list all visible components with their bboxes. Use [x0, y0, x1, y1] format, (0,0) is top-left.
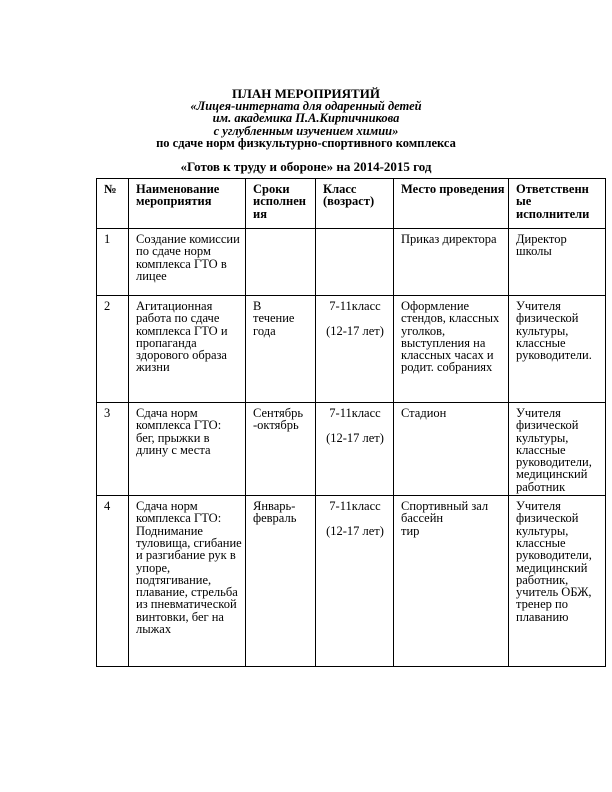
event-name: Сдача норм комплекса ГТО: Поднимание туловища, сгибание и разгибание рук в упоре, подтягивание, плавание, стрельба из пневматической винтовки, бег на лыжах [129, 496, 246, 667]
event-place: Спортивный зал бассейн тир [394, 496, 509, 667]
event-place: Оформление стендов, классных уголков, выступления на классных часах и родит. собраниях [394, 296, 509, 403]
event-name: Сдача норм комплекса ГТО: бег, прыжки в длину с места [129, 403, 246, 496]
event-responsible: Директор школы [509, 229, 606, 296]
table-header-row [97, 179, 606, 229]
row-number: 2 [97, 296, 129, 403]
event-term [246, 229, 316, 296]
row-number: 3 [97, 403, 129, 496]
title-line-norms: по сдаче норм физкультурно-спортивного комплекса [156, 135, 456, 150]
header-term: Сроки исполнен ия [246, 179, 316, 229]
event-class-cell [316, 229, 394, 296]
event-term: В течение года [246, 296, 316, 403]
event-responsible: Учителя физической культуры, классные руководители, медицинский работник [509, 403, 606, 496]
title-line-chemistry: с углубленным изучением химии» [213, 123, 399, 138]
event-place: Стадион [394, 403, 509, 496]
document-title [96, 88, 516, 173]
events-plan-table [96, 178, 606, 667]
event-class-cell [316, 403, 394, 496]
event-class: 7-11класс [329, 499, 381, 514]
event-term: Январь-февраль [246, 496, 316, 667]
event-term: Сентябрь -октябрь [246, 403, 316, 496]
table-row [97, 496, 606, 667]
header-number: № [97, 179, 129, 229]
event-age: (12-17 лет) [326, 324, 384, 339]
row-number: 1 [97, 229, 129, 296]
event-class: 7-11класс [329, 406, 381, 420]
event-age: (12-17 лет) [326, 524, 384, 539]
event-class-cell [316, 296, 394, 403]
header-responsible: Ответственн ые исполнители [509, 179, 606, 229]
header-class-age: Класс (возраст) [316, 179, 394, 229]
event-responsible: Учителя физической культуры, классные руководители. [509, 296, 606, 403]
row-number: 4 [97, 496, 129, 667]
title-line-gto: «Готов к труду и обороне» на 2014-2015 год [180, 159, 432, 175]
table-row [97, 229, 606, 296]
event-class: 7-11класс [329, 299, 381, 313]
header-place: Место проведения [394, 179, 509, 229]
event-responsible: Учителя физической культуры, классные руководители, медицинский работник, учитель ОБЖ, тренер по плаванию [509, 496, 606, 667]
table-row [97, 296, 606, 403]
table-row [97, 403, 606, 496]
event-name: Агитационная работа по сдаче комплекса ГТО и пропаганда здорового образа жизни [129, 296, 246, 403]
title-line-plan: ПЛАН МЕРОПРИЯТИЙ [232, 86, 380, 101]
event-name: Создание комиссии по сдаче норм комплекса ГТО в лицее [129, 229, 246, 296]
title-line-lyceum: «Лицея-интерната для одаренный детей [190, 99, 422, 114]
event-class-cell [316, 496, 394, 667]
header-event-name: Наименование мероприятия [129, 179, 246, 229]
event-place: Приказ директора [394, 229, 509, 296]
title-line-academician: им. академика П.А.Кирпичникова [212, 111, 400, 126]
event-age: (12-17 лет) [326, 431, 384, 446]
